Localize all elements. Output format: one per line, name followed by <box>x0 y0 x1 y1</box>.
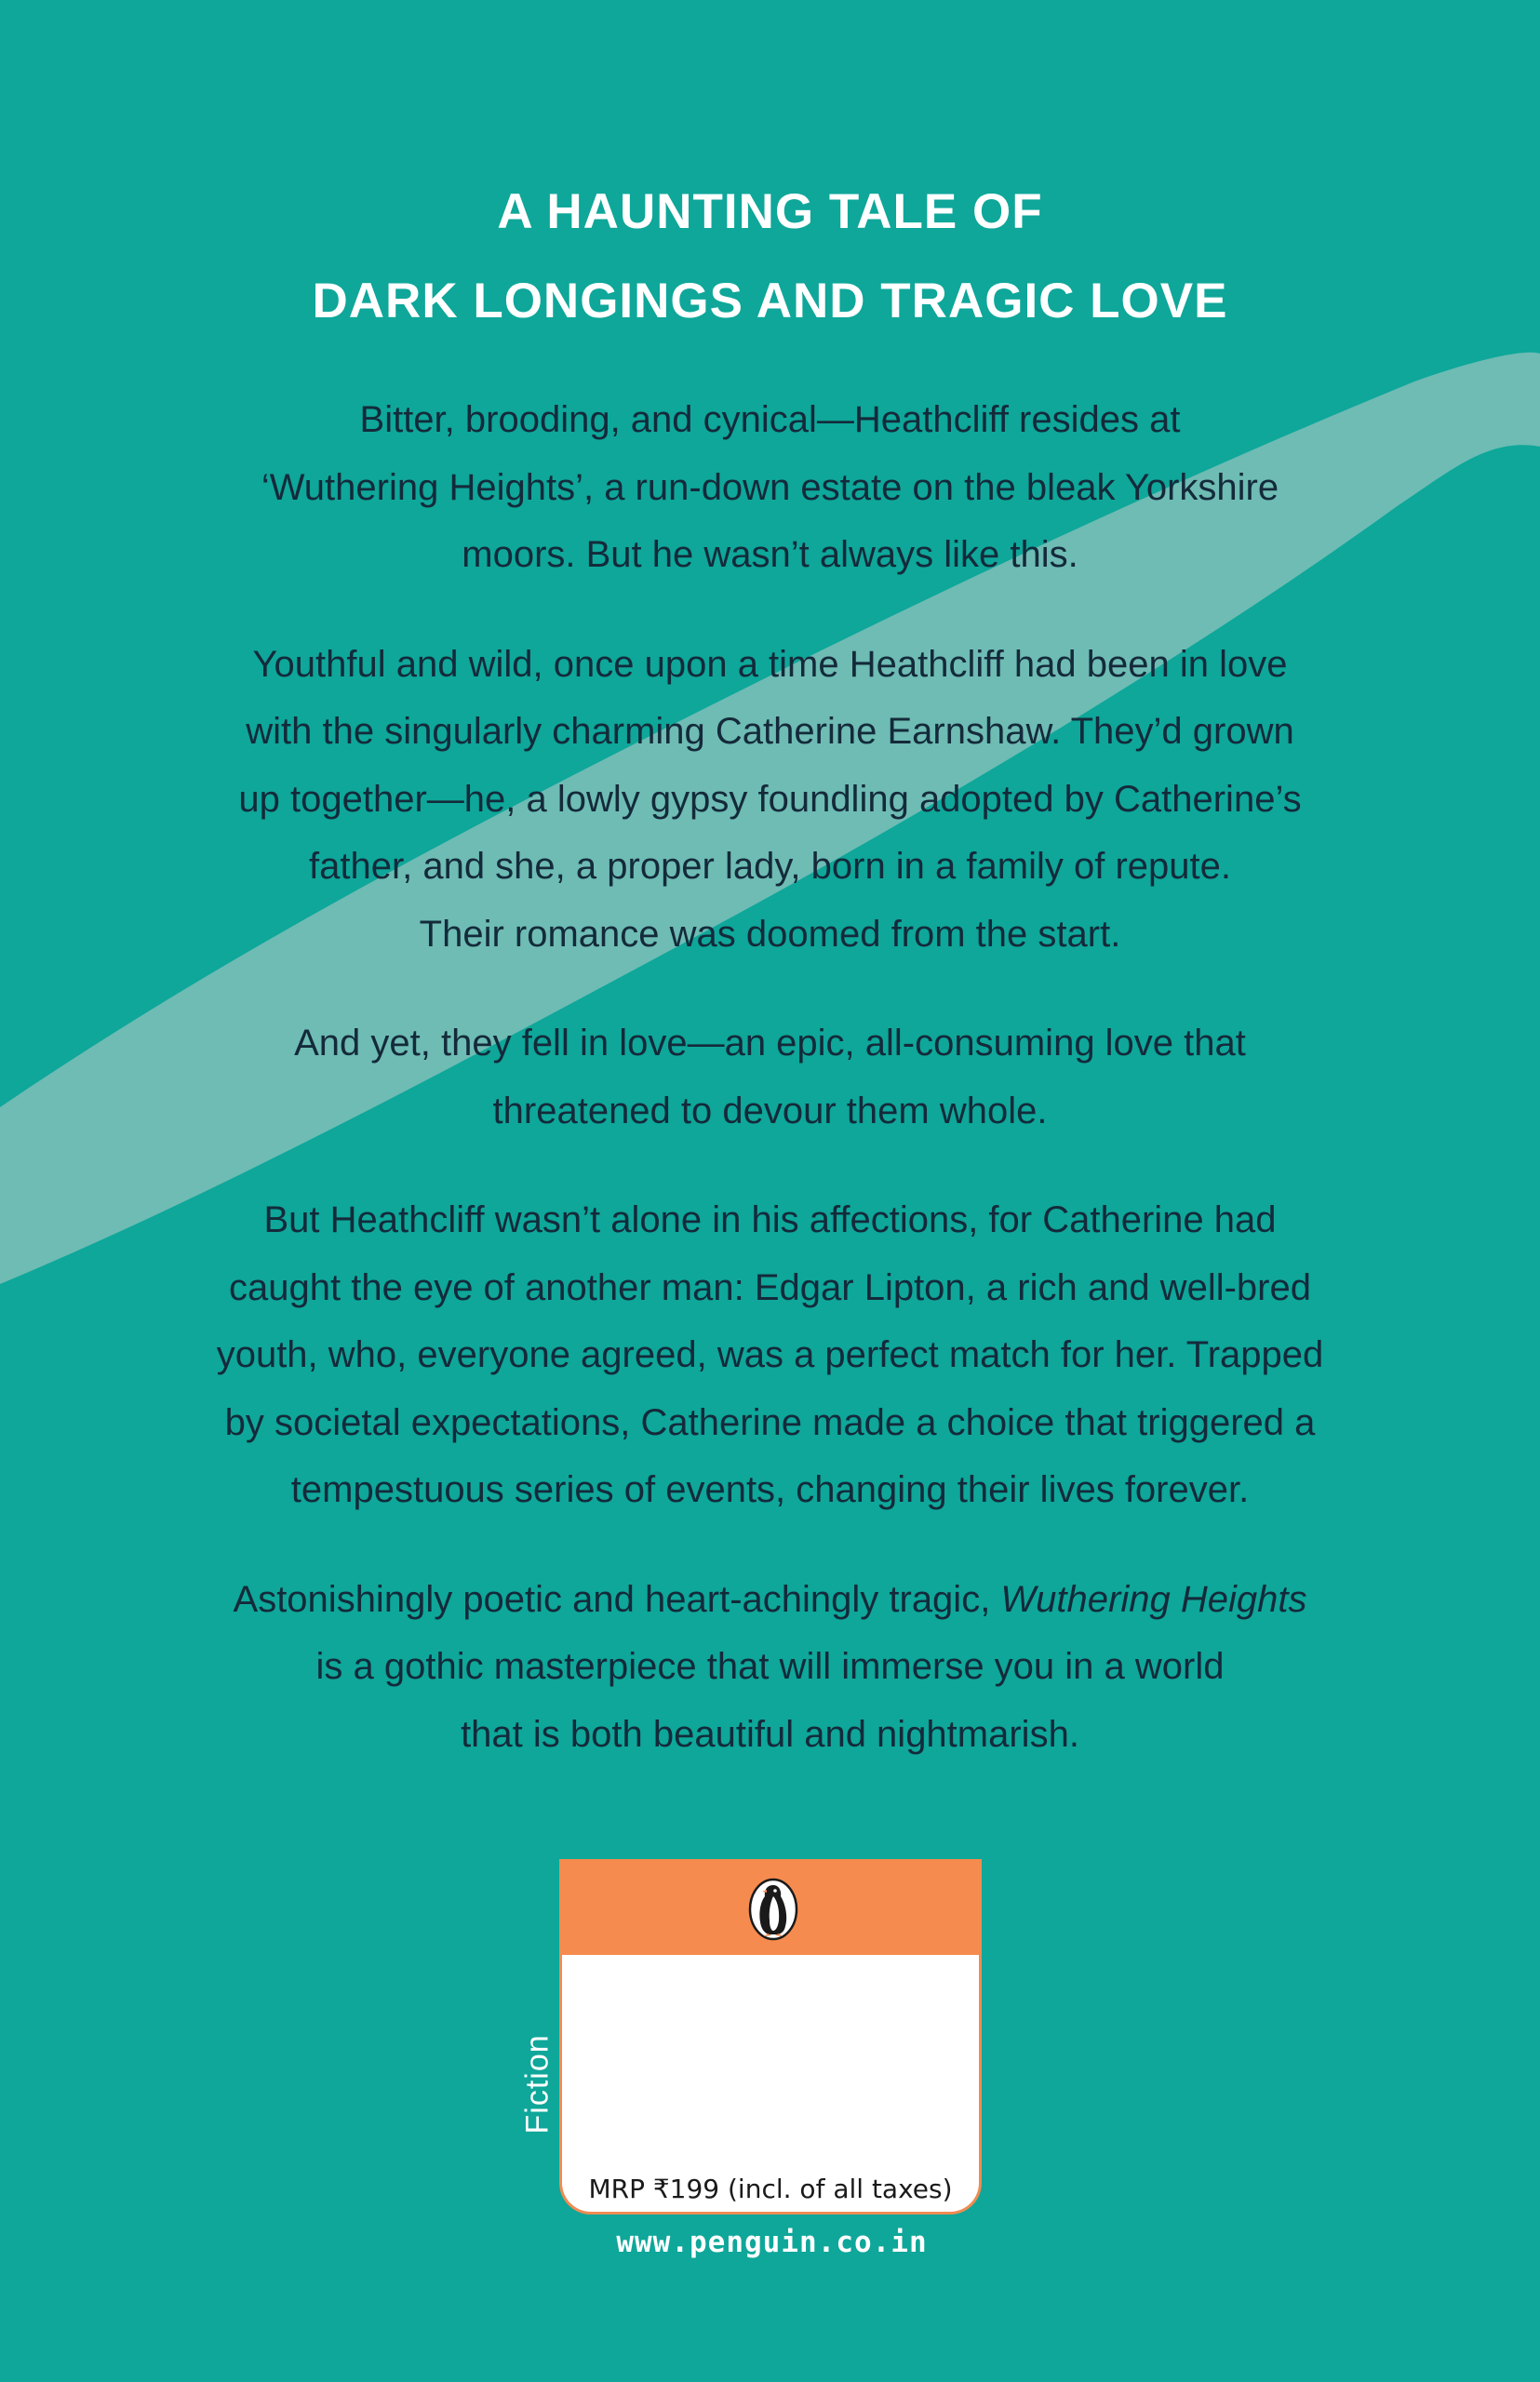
blurb-line: caught the eye of another man: Edgar Lipton, a rich and well-bred <box>229 1266 1311 1308</box>
blurb-line: ‘Wuthering Heights’, a run-down estate on the bleak Yorkshire <box>261 466 1279 508</box>
blurb-line: But Heathcliff wasn’t alone in his affections, for Catherine had <box>263 1199 1277 1240</box>
blurb-line: threatened to devour them whole. <box>492 1090 1048 1131</box>
blurb-line: with the singularly charming Catherine Earnshaw. They’d grown <box>246 711 1294 752</box>
blurb-text: Astonishingly poetic and heart-achingly tragic, <box>233 1578 1001 1620</box>
blurb-line: by societal expectations, Catherine made a choice that triggered a <box>224 1401 1316 1443</box>
penguin-logo-icon <box>748 1878 798 1941</box>
headline <box>0 167 1540 346</box>
blurb-line: up together—he, a lowly gypsy foundling adopted by Catherine’s <box>238 778 1302 820</box>
blurb-line: moors. But he wasn’t always like this. <box>462 534 1078 575</box>
genre-label: Fiction <box>519 2034 556 2134</box>
blurb-line: Their romance was doomed from the start. <box>419 913 1121 955</box>
website-url: www.penguin.co.in <box>616 2226 928 2259</box>
blurb-line: tempestuous series of events, changing their lives forever. <box>290 1469 1250 1510</box>
blurb-line: youth, who, everyone agreed, was a perfect match for her. Trapped <box>216 1334 1324 1375</box>
book-title-italic: Wuthering Heights <box>1000 1578 1307 1620</box>
blurb-line: And yet, they fell in love—an epic, all-consuming love that <box>294 1023 1246 1064</box>
blurb-line: father, and she, a proper lady, born in a family of repute. <box>309 846 1231 887</box>
blurb-line: is a gothic masterpiece that will immerse you in a world <box>315 1646 1225 1687</box>
blurb-line: Bitter, brooding, and cynical—Heathcliff resides at <box>359 399 1181 440</box>
blurb <box>0 344 1540 1810</box>
price-label-box <box>559 1859 982 2215</box>
headline-line-2: DARK LONGINGS AND TRAGIC LOVE <box>312 274 1228 328</box>
price-text: MRP ₹199 (incl. of all taxes) <box>588 2174 953 2204</box>
blurb-line: Youthful and wild, once upon a time Heathcliff had been in love <box>252 643 1288 685</box>
publisher-band <box>562 1859 979 1955</box>
headline-line-1: A HAUNTING TALE OF <box>497 184 1043 239</box>
blurb-line <box>0 1566 1540 1634</box>
blurb-line: that is both beautiful and nightmarish. <box>461 1713 1079 1755</box>
